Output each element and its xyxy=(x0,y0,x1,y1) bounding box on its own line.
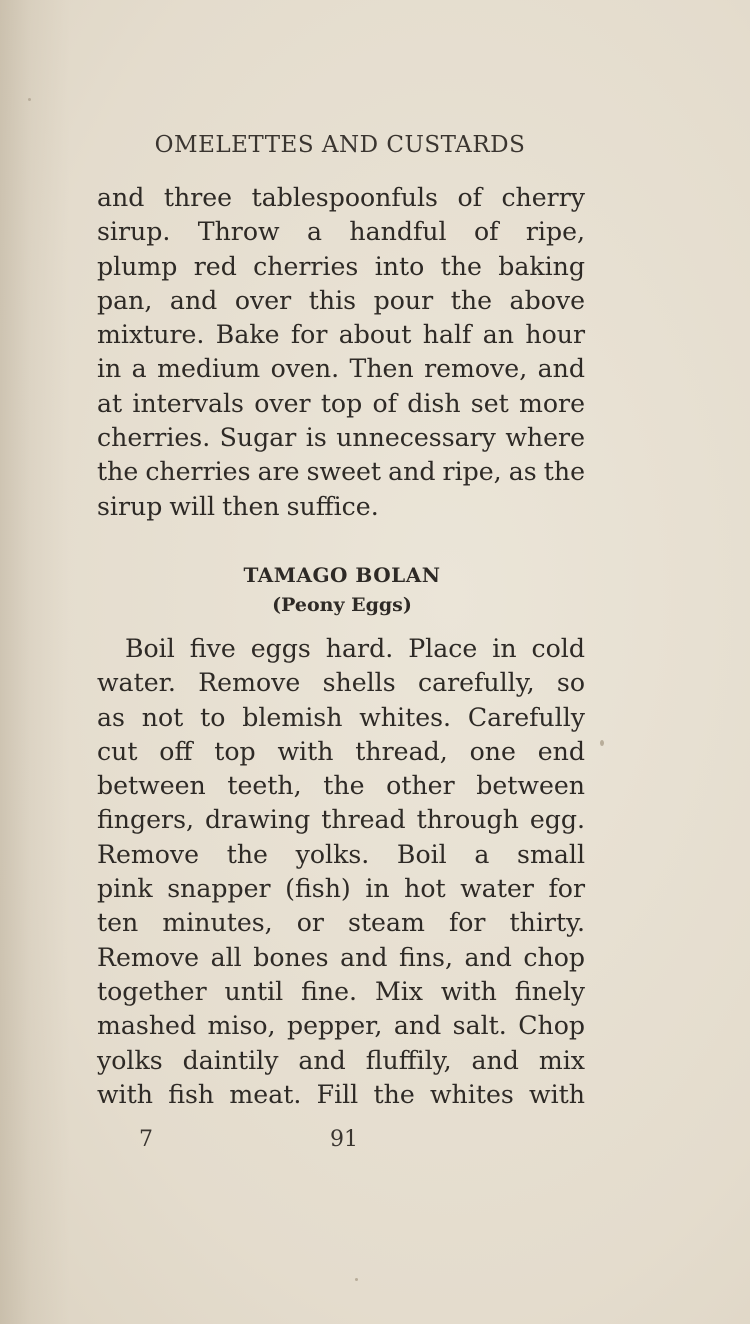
text-line: at intervals over top of dish set more xyxy=(97,388,585,418)
text-line: with fish meat. Fill the whites with xyxy=(97,1079,585,1109)
text-line: in a medium oven. Then remove, and xyxy=(97,354,585,384)
text-line: Remove the yolks. Boil a small xyxy=(97,839,585,869)
text-line: Boil five eggs hard. Place in cold xyxy=(125,634,585,663)
text-line: between teeth, the other between xyxy=(97,771,585,801)
text-line: Remove all bones and fins, and chop xyxy=(97,942,585,972)
text-line: sirup will then suffice. xyxy=(97,491,379,521)
page-number: 91 xyxy=(330,1127,358,1152)
text-line: the cherries are sweet and ripe, as the xyxy=(97,457,585,487)
text-line: cut off top with thread, one end xyxy=(97,736,585,766)
text-line: pink snapper (fish) in hot water for xyxy=(97,874,585,904)
text-line: and three tablespoonfuls of cherry xyxy=(97,183,585,212)
continued-paragraph xyxy=(97,181,585,524)
paper-speck xyxy=(28,98,31,101)
text-line: cherries. Sugar is unnecessary where xyxy=(97,423,585,453)
recipe-paragraph xyxy=(97,632,585,1112)
running-head: OMELETTES AND CUSTARDS xyxy=(154,132,526,158)
text-line: plump red cherries into the baking xyxy=(97,251,585,281)
paper-speck xyxy=(600,740,604,746)
text-line: together until fine. Mix with finely xyxy=(97,976,585,1006)
text-line: sirup. Throw a handful of ripe, xyxy=(97,217,585,247)
text-line: mixture. Bake for about half an hour xyxy=(97,320,585,350)
recipe-title: TAMAGO BOLAN xyxy=(243,563,441,587)
text-line: ten minutes, or steam for thirty. xyxy=(97,908,585,938)
text-line: water. Remove shells carefully, so xyxy=(97,668,585,698)
text-line: yolks daintily and fluffily, and mix xyxy=(97,1045,585,1075)
text-line: fingers, drawing thread through egg. xyxy=(97,805,585,835)
signature-mark: 7 xyxy=(139,1127,153,1152)
text-line: pan, and over this pour the above xyxy=(97,285,585,315)
text-line: mashed miso, pepper, and salt. Chop xyxy=(97,1011,585,1041)
recipe-subtitle: (Peony Eggs) xyxy=(272,594,412,616)
text-line: as not to blemish whites. Carefully xyxy=(97,702,585,732)
paper-speck xyxy=(355,1278,358,1281)
